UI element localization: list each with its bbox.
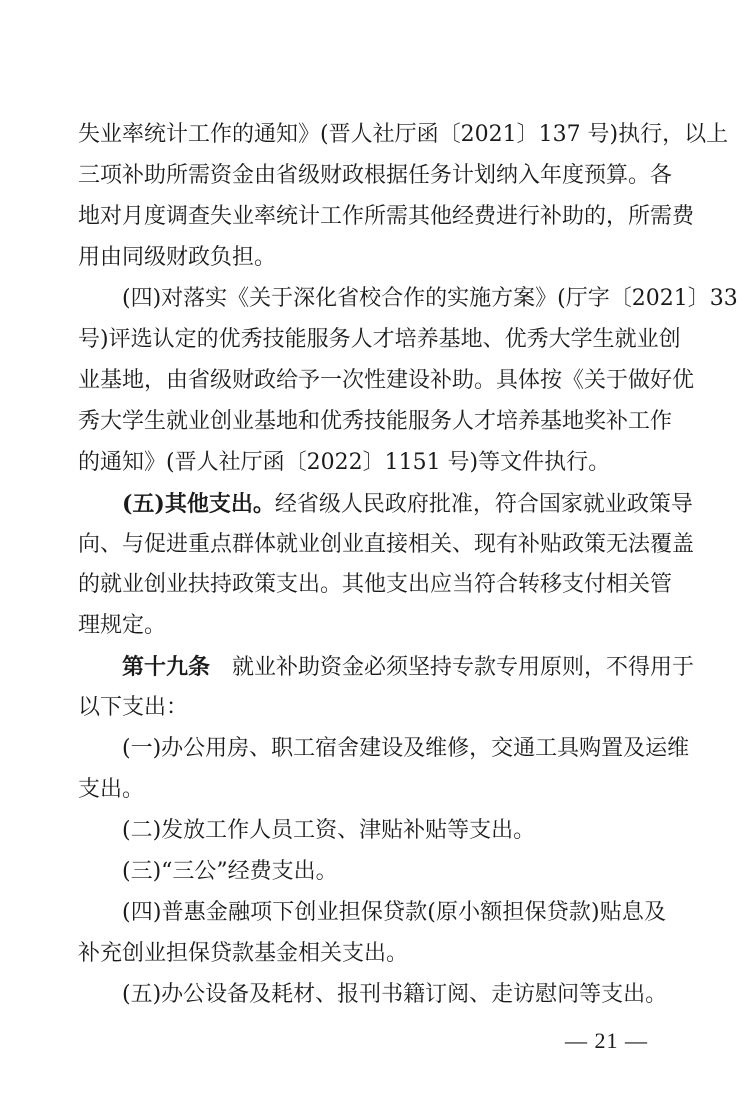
text-line: 理规定。 <box>78 613 167 638</box>
article-text: 就业补助资金必须坚持专款专用原则，不得用于 <box>232 655 695 680</box>
text-line: 失业率统计工作的通知》(晋人社厅函〔2021〕137 号)执行，以上 <box>78 122 729 147</box>
text-line: (二)发放工作人员工资、津贴补贴等支出。 <box>122 818 536 843</box>
text-line: 业基地，由省级财政给予一次性建设补助。具体按《关于做好优 <box>78 368 695 393</box>
text-line: (一)办公用房、职工宿舍建设及维修，交通工具购置及运维 <box>122 736 690 761</box>
article-line <box>122 645 695 689</box>
text-line: 秀大学生就业创业基地和优秀技能服务人才培养基地奖补工作 <box>78 409 673 434</box>
text-line: 以下支出： <box>78 695 189 720</box>
text-line: 支出。 <box>78 777 145 802</box>
text-line: 地对月度调查失业率统计工作所需其他经费进行补助的，所需费 <box>78 204 695 229</box>
text-line: (四)普惠金融项下创业担保贷款(原小额担保贷款)贴息及 <box>122 900 666 925</box>
clause-heading: (五)其他支出。 <box>122 491 275 517</box>
text-line: 补充创业担保贷款基金相关支出。 <box>78 941 409 966</box>
text-line: (四)对落实《关于深化省校合作的实施方案》(厅字〔2021〕33 <box>122 286 738 311</box>
text-line: 向、与促进重点群体就业创业直接相关、现有补贴政策无法覆盖 <box>78 532 695 557</box>
text-line: (三)“三公”经费支出。 <box>122 859 338 884</box>
text-line: 号)评选认定的优秀技能服务人才培养基地、优秀大学生就业创 <box>78 327 681 352</box>
text-line: 三项补助所需资金由省级财政根据任务计划纳入年度预算。各 <box>78 163 673 188</box>
clause-text: 经省级人民政府批准，符合国家就业政策导 <box>274 492 693 517</box>
text-line: 的通知》(晋人社厅函〔2022〕1151 号)等文件执行。 <box>78 450 611 475</box>
text-line: (五)办公设备及耗材、报刊书籍订阅、走访慰问等支出。 <box>122 982 668 1007</box>
article-heading: 第十九条 <box>122 654 211 680</box>
text-line: 的就业创业扶持政策支出。其他支出应当符合转移支付相关管 <box>78 572 673 597</box>
text-line: 用由同级财政负担。 <box>78 245 277 270</box>
page-number: — 21 — <box>565 1028 648 1053</box>
clause-line <box>122 482 693 526</box>
